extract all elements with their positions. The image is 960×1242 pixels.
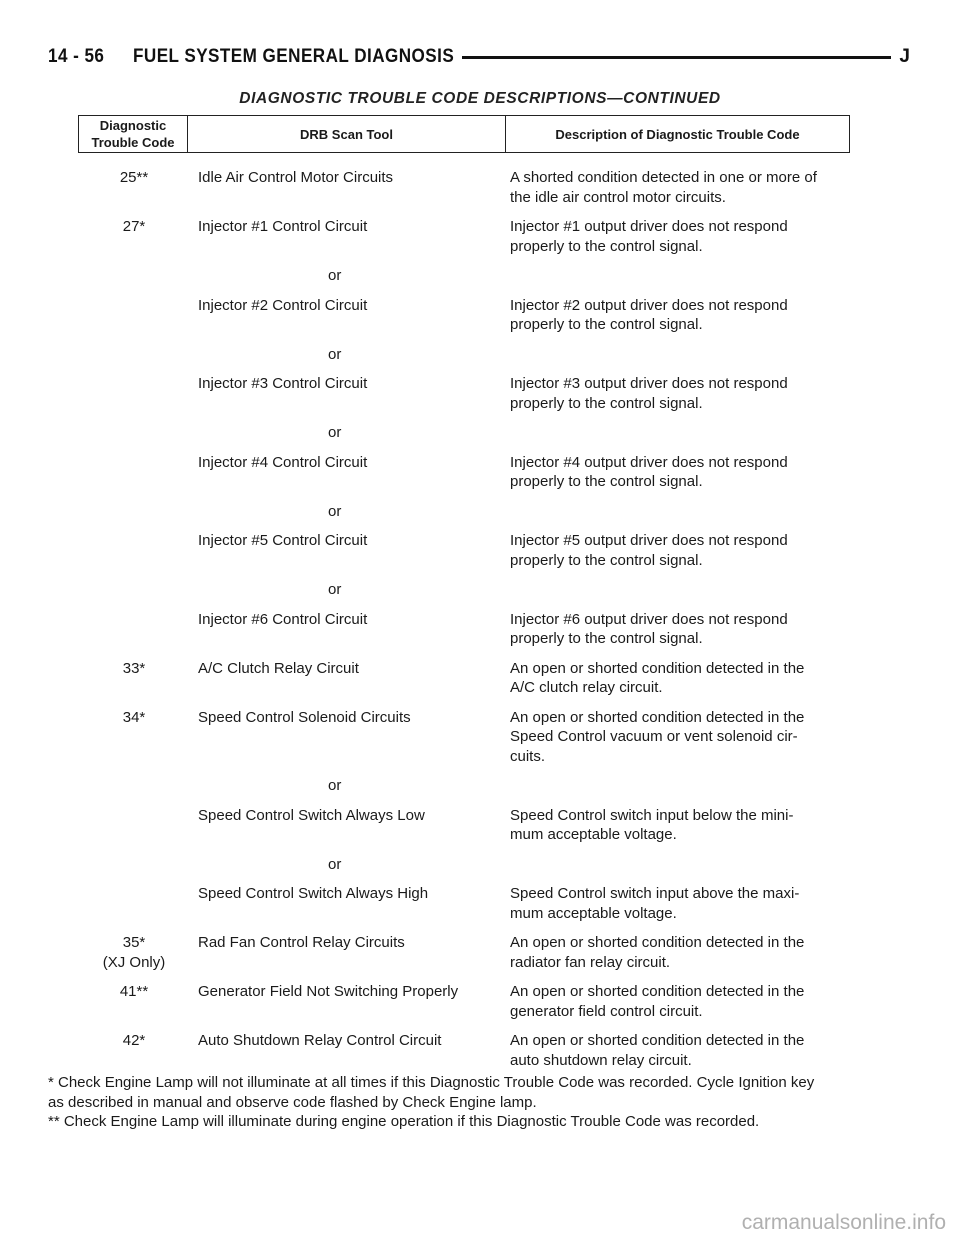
description-line: Injector #2 output driver does not respond: [510, 296, 788, 314]
dtc-code-value: 27*: [122, 218, 146, 235]
description-line: Injector #6 output driver does not respond: [510, 610, 788, 628]
scan-tool-label: Injector #6 Control Circuit: [198, 610, 368, 628]
dtc-code-value: 35*: [122, 934, 146, 951]
dtc-description: [508, 708, 868, 767]
footnote-line: ** Check Engine Lamp will illuminate during engine operation if this Diagnostic Trouble Code was recorded.: [48, 1113, 760, 1130]
table-row: [78, 531, 868, 570]
dtc-code: [78, 982, 190, 1021]
scan-tool-label: Injector #2 Control Circuit: [198, 296, 368, 314]
dtc-description: [508, 1031, 868, 1070]
dtc-description: [508, 217, 868, 256]
dtc-code-value: 42*: [122, 1032, 146, 1049]
scan-tool-label: A/C Clutch Relay Circuit: [198, 659, 359, 677]
description-line: generator field control circuit.: [510, 1002, 703, 1020]
section-title: FUEL SYSTEM GENERAL DIAGNOSIS: [132, 46, 454, 67]
dtc-code: [78, 1031, 190, 1070]
or-separator: or: [328, 345, 342, 363]
or-separator: or: [328, 581, 342, 598]
dtc-code: [78, 884, 190, 923]
description-line: An open or shorted condition detected in the: [510, 983, 805, 1000]
dtc-code-note: (XJ Only): [102, 953, 166, 971]
description-line: radiator fan relay circuit.: [510, 953, 671, 971]
dtc-code: [78, 453, 190, 492]
description-line: An open or shorted condition detected in the: [510, 934, 805, 951]
description-line: Speed Control switch input below the mini-: [510, 806, 794, 824]
table-row: [78, 610, 868, 649]
dtc-code: [78, 217, 190, 256]
dtc-description: [508, 659, 868, 698]
column-header-tool: DRB Scan Tool: [188, 116, 506, 152]
dtc-code: [78, 168, 190, 207]
description-line: properly to the control signal.: [510, 630, 703, 647]
dtc-code: [78, 531, 190, 570]
dtc-code-value: 25**: [119, 169, 149, 186]
description-line: A/C clutch relay circuit.: [510, 679, 663, 696]
footnote-line: * Check Engine Lamp will not illuminate at all times if this Diagnostic Trouble Code was recorded. Cycle Ignition key: [48, 1074, 815, 1091]
dtc-code-value: 34*: [122, 708, 146, 726]
scan-tool-label: Idle Air Control Motor Circuits: [198, 169, 394, 186]
table-row: [78, 659, 868, 698]
scan-tool-label: Rad Fan Control Relay Circuits: [198, 934, 405, 951]
table-row: [78, 1031, 868, 1070]
header-rule: [462, 56, 892, 59]
dtc-code: [78, 708, 190, 767]
description-line: A shorted condition detected in one or more of: [510, 169, 817, 186]
scan-tool-label: Injector #1 Control Circuit: [198, 218, 368, 235]
dtc-code: [78, 806, 190, 845]
description-line: mum acceptable voltage.: [510, 826, 677, 843]
table-row: [78, 708, 868, 767]
scan-tool-label: Speed Control Switch Always High: [198, 885, 429, 902]
description-line: An open or shorted condition detected in the: [510, 659, 805, 677]
dtc-description: [508, 453, 868, 492]
table-row: [78, 168, 868, 207]
dtc-description: [508, 982, 868, 1021]
table-row: [78, 453, 868, 492]
description-line: properly to the control signal.: [510, 551, 703, 569]
column-header-code: Diagnostic Trouble Code: [79, 116, 188, 152]
dtc-code-value: 41**: [119, 983, 149, 1000]
description-line: Injector #4 output driver does not respond: [510, 453, 788, 471]
scan-tool-label: Injector #5 Control Circuit: [198, 532, 368, 549]
description-line: auto shutdown relay circuit.: [510, 1051, 692, 1069]
dtc-code-value: 33*: [122, 659, 146, 677]
or-separator: or: [328, 777, 342, 794]
dtc-description: [508, 806, 868, 845]
table-row: [78, 806, 868, 845]
description-line: properly to the control signal.: [510, 237, 703, 255]
scan-tool-label: Injector #3 Control Circuit: [198, 375, 368, 392]
dtc-description: [508, 531, 868, 570]
or-separator: or: [328, 424, 342, 441]
column-header-desc: Description of Diagnostic Trouble Code: [555, 126, 800, 142]
dtc-code: [78, 374, 190, 413]
table-row: [78, 374, 868, 413]
table-row: [78, 296, 868, 335]
description-line: An open or shorted condition detected in the: [510, 1032, 805, 1049]
scan-tool-label: Auto Shutdown Relay Control Circuit: [198, 1032, 442, 1049]
table-row: [78, 933, 868, 972]
dtc-code: [78, 296, 190, 335]
or-separator: or: [328, 502, 342, 520]
table-row: [78, 982, 868, 1021]
scan-tool-label: Speed Control Switch Always Low: [198, 806, 425, 824]
description-line: Injector #3 output driver does not respond: [510, 375, 788, 392]
table-title: DIAGNOSTIC TROUBLE CODE DESCRIPTIONS—CONTINUED: [239, 90, 721, 107]
description-line: the idle air control motor circuits.: [510, 188, 726, 206]
description-line: mum acceptable voltage.: [510, 904, 677, 922]
table-row: [78, 884, 868, 923]
description-line: Injector #1 output driver does not respond: [510, 218, 788, 235]
page-number: 14 - 56: [48, 46, 105, 67]
dtc-description: [508, 610, 868, 649]
dtc-description: [508, 884, 868, 923]
footnotes: [48, 1073, 928, 1132]
dtc-code: [78, 933, 190, 972]
dtc-table-body: [78, 168, 868, 1080]
description-line: An open or shorted condition detected in the: [510, 708, 805, 726]
scan-tool-label: Generator Field Not Switching Properly: [198, 983, 459, 1000]
dtc-description: [508, 296, 868, 335]
header-mark: J: [899, 46, 910, 67]
or-separator: or: [328, 267, 342, 284]
column-header: [78, 115, 850, 153]
description-line: properly to the control signal.: [510, 473, 703, 490]
dtc-description: [508, 933, 868, 972]
scan-tool-label: Injector #4 Control Circuit: [198, 453, 368, 471]
dtc-code: [78, 659, 190, 698]
description-line: properly to the control signal.: [510, 394, 703, 412]
table-row: [78, 217, 868, 256]
footnote-line: as described in manual and observe code flashed by Check Engine lamp.: [48, 1093, 537, 1111]
dtc-description: [508, 374, 868, 413]
description-line: properly to the control signal.: [510, 316, 703, 333]
description-line: Speed Control switch input above the maxi-: [510, 885, 800, 902]
description-line: Injector #5 output driver does not respond: [510, 532, 788, 549]
or-separator: or: [328, 855, 342, 873]
dtc-description: [508, 168, 868, 207]
page-header: [48, 40, 910, 74]
dtc-code: [78, 610, 190, 649]
watermark: carmanualsonline.info: [741, 1211, 946, 1234]
scan-tool-label: Speed Control Solenoid Circuits: [198, 708, 411, 726]
description-line: cuits.: [510, 747, 546, 765]
description-line: Speed Control vacuum or vent solenoid cir-: [510, 728, 798, 745]
